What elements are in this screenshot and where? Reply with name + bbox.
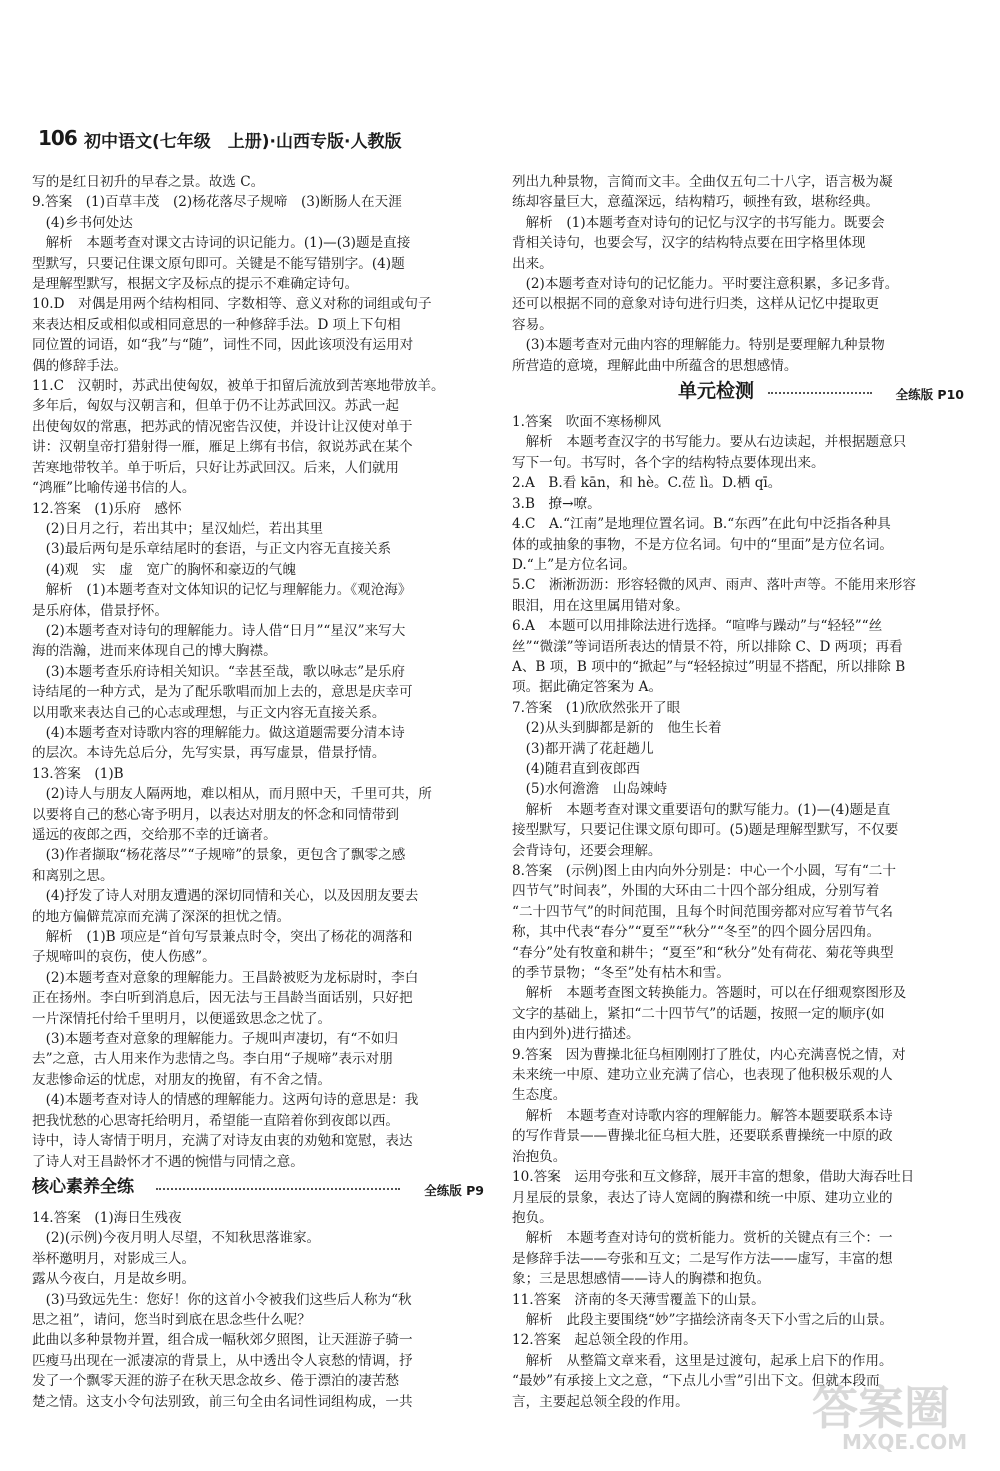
text-line: (4)本题考查对诗人的情感的理解能力。这两句诗的意思是：我 bbox=[32, 1092, 419, 1109]
text-line: (4)乡书何处达 bbox=[32, 214, 133, 231]
text-line: (2)日月之行，若出其中；星汉灿烂，若出其里 bbox=[32, 520, 324, 537]
text-line: 解析 本题考查对诗句的赏析能力。赏析的关键点有三个：一 bbox=[512, 1230, 893, 1247]
section-core-practice bbox=[32, 1175, 484, 1205]
text-line: 解析 (1)B 项应是“首句写景兼点时令，突出了杨花的凋落和 bbox=[32, 929, 413, 946]
text-line: (3)本题考查对意象的理解能力。子规叫声凄切，有“不如归 bbox=[32, 1031, 399, 1048]
text-line: 的地方偏僻荒凉而充满了深深的担忧之情。 bbox=[32, 908, 291, 925]
text-line: 象；三是思想感情——诗人的胸襟和抱负。 bbox=[512, 1271, 771, 1288]
left-answer-block-1 bbox=[32, 172, 484, 1172]
text-line: 多年后，匈奴与汉朝言和，但单于仍不让苏武回汉。苏武一起 bbox=[32, 398, 400, 415]
text-line: (3)都开满了花赶趟儿 bbox=[512, 740, 654, 757]
text-line: 发了一个飘零天涯的游子在秋天思念故乡、倦于漂泊的凄苦愁 bbox=[32, 1373, 400, 1390]
book-title: 初中语文(七年级 上册)·山西专版·人教版 bbox=[84, 132, 402, 152]
right-answer-block-2 bbox=[512, 412, 964, 1412]
text-line: “最妙”有承接上文之意，“下点儿小雪”引出下文。但就本段而 bbox=[512, 1373, 880, 1390]
text-line: 此曲以多种景物并置，组合成一幅秋郊夕照图，让天涯游子骑一 bbox=[32, 1332, 413, 1349]
text-line: 以用歌来表达自己的心志或理想，与正文内容无直接关系。 bbox=[32, 704, 386, 721]
text-line: 抱负。 bbox=[512, 1209, 553, 1226]
text-line: 写的是红日初升的早春之景。故选 C。 bbox=[32, 174, 265, 190]
text-line: 苦寒地带牧羊。单于听后，只好让苏武回汉。后来，人们就用 bbox=[32, 459, 400, 476]
text-line: 11.C 汉朝时，苏武出使匈奴，被单于扣留后流放到苦寒地带放羊。 bbox=[32, 378, 445, 395]
text-line: (4)观 实 虚 宽广的胸怀和豪迈的气魄 bbox=[32, 561, 296, 578]
text-line: 还可以根据不同的意象对诗句进行归类，这样从记忆中提取更 bbox=[512, 296, 880, 313]
text-line: (3)本题考查对元曲内容的理解能力。特别是要理解九种景物 bbox=[512, 337, 885, 354]
text-line: 解析 从整篇文章来看，这里是过渡句，起承上启下的作用。 bbox=[512, 1352, 893, 1369]
right-answer-block-1 bbox=[512, 172, 964, 376]
text-line: 以要将自己的愁心寄予明月，以表达对朋友的怀念和同情带到 bbox=[32, 806, 400, 823]
text-line: 遥远的夜郎之西，交给那不幸的迁谪者。 bbox=[32, 827, 277, 843]
page-number: 106 bbox=[38, 126, 77, 150]
text-line: 去”之意，古人用来作为悲情之鸟。李白用“子规啼”表示对朋 bbox=[32, 1051, 393, 1068]
text-line: “春分”处有牧童和耕牛；“夏至”和“秋分”处有荷花、菊花等典型 bbox=[512, 944, 894, 961]
text-line: 9.答案 (1)百草丰茂 (2)杨花落尽子规啼 (3)断肠人在天涯 bbox=[32, 194, 402, 211]
text-line: (5)水何澹澹 山岛竦峙 bbox=[512, 781, 668, 798]
text-line: 的写作背景——曹操北征乌桓大胜，还要联系曹操统一中原的政 bbox=[512, 1128, 893, 1145]
text-line: 13.答案 (1)B bbox=[32, 765, 124, 782]
text-line: 子规啼叫的哀伤，使人伤感”。 bbox=[32, 949, 216, 966]
text-line: A、B 项，B 项中的“掀起”与“轻轻掠过”明显不搭配，所以排除 B bbox=[512, 658, 906, 675]
text-line: (4)抒发了诗人对朋友遭遇的深切同情和关心，以及因朋友要去 bbox=[32, 888, 419, 905]
text-line: 匹瘦马出现在一派凄凉的背景上，从中透出令人哀愁的情调，抒 bbox=[32, 1352, 413, 1369]
text-line: 列出九种景物，言简而文丰。全曲仅五句二十八字，语言极为凝 bbox=[512, 174, 893, 190]
text-line: “鸿雁”比喻传递书信的人。 bbox=[32, 480, 196, 497]
text-line: (4)本题考查对诗歌内容的理解能力。做这道题需要分清本诗 bbox=[32, 724, 405, 741]
text-line: 11.答案 济南的冬天薄雪覆盖下的山景。 bbox=[512, 1291, 765, 1308]
right-column bbox=[512, 172, 964, 1412]
text-line: 项。据此确定答案为 A。 bbox=[512, 679, 663, 696]
section-title: 单元检测 bbox=[678, 380, 755, 403]
text-line: 是理解型默写，根据文字及标点的提示不难确定诗句。 bbox=[32, 276, 359, 293]
text-line: 称，其中代表“春分”“夏至”“秋分”“冬至”的四个圆分居四角。 bbox=[512, 924, 881, 941]
text-line: 楚之情。这支小令句法别致，前三句全由名词性词组构成，一共 bbox=[32, 1393, 413, 1410]
text-line: 10.D 对偶是用两个结构相同、字数相等、意义对称的词组或句子 bbox=[32, 296, 432, 313]
text-line: 未来统一中原、建功立业充满了信心，也表现了他积极乐观的人 bbox=[512, 1067, 893, 1084]
text-line: 12.答案 起总领全段的作用。 bbox=[512, 1332, 697, 1349]
text-line: (2)本题考查对诗句的记忆能力。平时要注意积累，多记多背。 bbox=[512, 276, 899, 293]
text-line: 6.A 本题可以用排除法进行选择。“喧哗与躁动”与“轻轻”“丝 bbox=[512, 618, 883, 635]
text-line: 月星辰的景象，表达了诗人宽阔的胸襟和统一中原、建功立业的 bbox=[512, 1189, 893, 1206]
text-line: 诗中，诗人寄情于明月，充满了对诗友由衷的劝勉和宽慰，表达 bbox=[32, 1133, 413, 1150]
text-line: 2.A B.看 kān，和 hè。C.莅 lì。D.栖 qī。 bbox=[512, 475, 782, 492]
text-line: (3)本题考查乐府诗相关知识。“幸甚至哉，歌以咏志”是乐府 bbox=[32, 663, 405, 680]
text-line: 把我忧愁的心思寄托给明月，希望能一直陪着你到夜郎以西。 bbox=[32, 1112, 400, 1129]
text-line: 型默写，只要记住课文原句即可。关键是不能写错别字。(4)题 bbox=[32, 255, 405, 272]
text-line: 出来。 bbox=[512, 255, 553, 272]
text-line: 了诗人对王昌龄怀才不遇的惋惜与同情之意。 bbox=[32, 1153, 304, 1170]
text-line: 解析 (1)本题考查对文体知识的记忆与理解能力。《观沧海》 bbox=[32, 582, 412, 599]
section-page-ref: 全练版 P9 bbox=[424, 1182, 484, 1198]
text-line: 解析 (1)本题考查对诗句的记忆与汉字的书写能力。既要会 bbox=[512, 214, 885, 231]
text-line: 言，主要起总领全段的作用。 bbox=[512, 1393, 689, 1410]
watermark-url: MXQE.COM bbox=[842, 1430, 968, 1454]
text-line: 同位置的词语，如“我”与“随”，词性不同，因此该项没有运用对 bbox=[32, 337, 414, 354]
text-line: 由内到外)进行描述。 bbox=[512, 1026, 640, 1043]
left-column bbox=[32, 172, 484, 1412]
section-unit-test bbox=[512, 379, 964, 409]
text-line: 是乐府体，借景抒怀。 bbox=[32, 602, 168, 619]
text-line: 12.答案 (1)乐府 感怀 bbox=[32, 500, 182, 517]
text-line: 露从今夜白，月是故乡明。 bbox=[32, 1271, 196, 1288]
text-line: 海的浩瀚，进而来体现自己的博大胸襟。 bbox=[32, 643, 277, 660]
section-page-ref: 全练版 P10 bbox=[895, 387, 964, 403]
left-answer-block-2 bbox=[32, 1208, 484, 1412]
text-line: 体的或抽象的事物，不是方位名词。句中的“里面”是方位名词。 bbox=[512, 536, 893, 553]
text-line: 来表达相反或相似或相同意思的一种修辞手法。D 项上下句相 bbox=[32, 316, 401, 333]
text-line: 5.C 淅淅沥沥：形容轻微的风声、雨声、落叶声等。不能用来形容 bbox=[512, 577, 916, 594]
text-line: 背相关诗句，也要会写，汉字的结构特点要在田字格里体现 bbox=[512, 235, 866, 252]
text-line: 丝”“微漾”等词语所表达的情景不符，所以排除 C、D 两项；再看 bbox=[512, 638, 903, 655]
text-line: 解析 本题考查汉字的书写能力。要从右边读起，并根据题意只 bbox=[512, 434, 907, 451]
text-line: (3)作者撷取“杨花落尽”“子规啼”的景象，更包含了飘零之感 bbox=[32, 847, 406, 864]
text-line: 治抱负。 bbox=[512, 1148, 567, 1165]
text-line: 14.答案 (1)海日生残夜 bbox=[32, 1209, 182, 1226]
text-line: 友悲惨命运的忧虑，对朋友的挽留，有不舍之情。 bbox=[32, 1071, 332, 1088]
text-line: 的季节景物；“冬至”处有枯木和雪。 bbox=[512, 965, 730, 982]
text-line: 解析 本题考查图文转换能力。答题时，可以在仔细观察图形及 bbox=[512, 985, 907, 1002]
text-line: 会背诗句，还要会理解。 bbox=[512, 842, 662, 859]
watermark-logo: 答案圈 bbox=[812, 1381, 950, 1435]
text-line: 的层次。本诗先总后分，先写实景，再写虚景，借景抒情。 bbox=[32, 745, 386, 762]
text-line: D.“上”是方位名词。 bbox=[512, 556, 636, 573]
text-line: 解析 本题考查对课文古诗词的识记能力。(1)—(3)题是直接 bbox=[32, 235, 411, 252]
text-line: 和离别之思。 bbox=[32, 867, 114, 884]
text-line: 四节气”时间表”，外围的大环由二十四个部分组成，分别写着 bbox=[512, 883, 880, 900]
text-line: 4.C A.“江南”是地理位置名词。B.“东西”在此句中泛指各种具 bbox=[512, 516, 891, 533]
text-line: 9.答案 因为曹操北征乌桓刚刚打了胜仗，内心充满喜悦之情，对 bbox=[512, 1046, 906, 1063]
text-line: 3.B 撩→嘹。 bbox=[512, 495, 601, 512]
text-line: (3)马致远先生：您好！你的这首小令被我们这些后人称为“秋 bbox=[32, 1291, 412, 1308]
text-line: 接型默写，只要记住课文原句即可。(5)题是理解型默写，不仅要 bbox=[512, 822, 899, 839]
text-line: 眼泪，用在这里属用错对象。 bbox=[512, 597, 689, 614]
text-line: 正在扬州。李白听到消息后，因无法与王昌龄当面话别，只好把 bbox=[32, 990, 413, 1007]
text-line: (2)(示例)今夜月明人尽望，不知秋思落谁家。 bbox=[32, 1230, 321, 1247]
text-line: 举杯邀明月，对影成三人。 bbox=[32, 1250, 196, 1267]
text-line: (2)从头到脚都是新的 他生长着 bbox=[512, 720, 722, 737]
text-line: 解析 本题考查对诗歌内容的理解能力。解答本题要联系本诗 bbox=[512, 1107, 893, 1124]
text-line: 容易。 bbox=[512, 316, 553, 333]
text-line: 7.答案 (1)欣欣然张开了眼 bbox=[512, 699, 681, 716]
text-line: 解析 此段主要围绕“妙”字描绘济南冬天下小雪之后的山景。 bbox=[512, 1311, 893, 1328]
text-line: 1.答案 吹面不寒杨柳风 bbox=[512, 414, 661, 431]
text-line: 是修辞手法——夸张和互文；二是写作方法——虚写，丰富的想 bbox=[512, 1250, 893, 1267]
text-line: “二十四节气”的时间范围，且每个时间范围旁都对应写着节气名 bbox=[512, 903, 893, 920]
text-line: (2)诗人与朋友人隔两地，难以相从，而月照中天，千里可共，所 bbox=[32, 786, 432, 803]
text-line: 讲：汉朝皇帝打猎射得一雁，雁足上绑有书信，叙说苏武在某个 bbox=[32, 439, 413, 456]
text-line: (4)随君直到夜郎西 bbox=[512, 760, 641, 777]
text-line: 解析 本题考查对课文重要语句的默写能力。(1)—(4)题是直 bbox=[512, 801, 891, 818]
text-line: 生态度。 bbox=[512, 1087, 567, 1104]
text-line: 8.答案 (示例)图上由内向外分别是：中心一个小圆，写有“二十 bbox=[512, 863, 896, 879]
text-line: 10.答案 运用夸张和互文修辞，展开丰富的想象，借助大海吞吐日 bbox=[512, 1169, 915, 1186]
text-line: 练却容量巨大，意蕴深远，结构精巧，顿挫有致，堪称经典。 bbox=[512, 194, 880, 211]
text-line: 所营造的意境，理解此曲中所蕴含的思想感情。 bbox=[512, 357, 798, 374]
text-line: 一片深情托付给千里明月，以便遥致思念之忧了。 bbox=[32, 1010, 332, 1027]
text-line: 偶的修辞手法。 bbox=[32, 357, 128, 374]
leader-dots bbox=[768, 392, 872, 394]
text-line: (3)最后两句是乐章结尾时的套语，与正文内容无直接关系 bbox=[32, 541, 392, 558]
text-line: 写下一句。书写时，各个字的结构特点要体现出来。 bbox=[512, 454, 825, 471]
text-line: 出使匈奴的常惠，把苏武的情况密告汉使，并设计让汉使对单于 bbox=[32, 418, 413, 435]
leader-dots bbox=[156, 1188, 400, 1190]
text-line: 思之祖”，请问，您当时到底在思念些什么呢？ bbox=[32, 1311, 311, 1328]
text-line: 诗结尾的一种方式，是为了配乐歌唱而加上去的，意思是庆幸可 bbox=[32, 684, 413, 701]
section-title: 核心素养全练 bbox=[32, 1176, 134, 1197]
page-header bbox=[38, 126, 978, 156]
text-line: 文字的基础上，紧扣“二十四节气”的话题，按照一定的顺序(如 bbox=[512, 1005, 885, 1022]
text-line: (2)本题考查对诗句的理解能力。诗人借“日月”“星汉”来写大 bbox=[32, 622, 406, 639]
text-line: (2)本题考查对意象的理解能力。王昌龄被贬为龙标尉时，李白 bbox=[32, 969, 419, 986]
